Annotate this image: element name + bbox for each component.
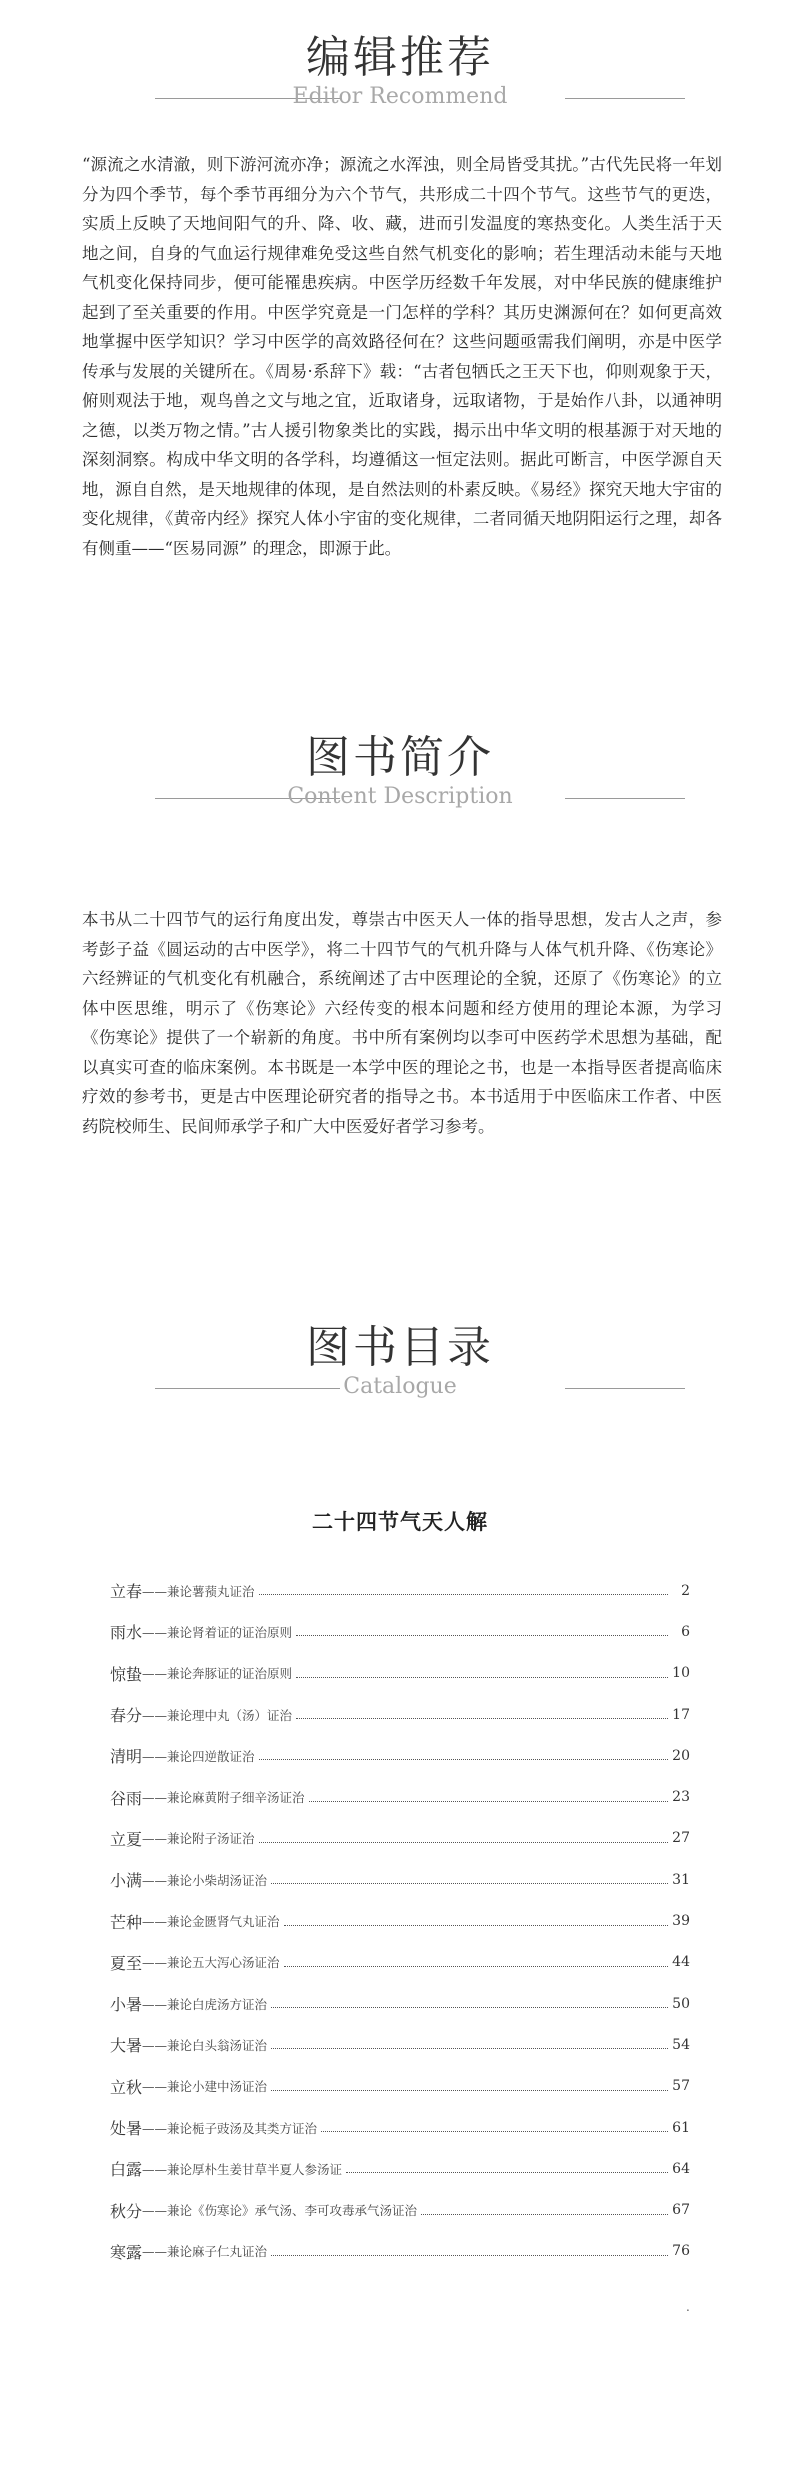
toc-term: 雨水 (110, 1623, 143, 1643)
toc-leader-dots (421, 2214, 668, 2215)
toc-subtitle: ——兼论四逆散证治 (142, 1748, 255, 1764)
book-title: 二十四节气天人解 (312, 1509, 488, 1534)
toc-subtitle: ——兼论奔豚证的证治原则 (142, 1666, 293, 1682)
toc-entry (110, 1859, 690, 1900)
toc-leader-dots (271, 2048, 668, 2049)
content-description-text: 本书从二十四节气的运行角度出发，尊崇古中医天人一体的指导思想，发古人之声，参考彭子益《圆运动的古中医学》，将二十四节气的气机升降与人体气机升降、《伤寒论》六经辨证的气机变化有机融合，系统阐述了古中医理论的全貌，还原了《伤寒论》的立体中医思维，明示了《伤寒论》六经传变的根本问题和经方使用的理论本源，为学习《伤寒论》提供了一个崭新的角度。书中所有案例均以李可中医药学术思想为基础，配以真实可查的临床案例。本书既是一本学中医的理论之书，也是一本指导医者提高临床疗效的参考书，更是古中医理论研究者的指导之书。本书适用于中医临床工作者、中医药院校师生、民间师承学子和广大中医爱好者学习参考。 (82, 910, 722, 1136)
toc-page-number: 10 (672, 1665, 690, 1682)
toc-subtitle: ——兼论薯蓣丸证治 (142, 1583, 255, 1599)
toc-page-number: 64 (672, 2160, 690, 2177)
toc-subtitle: ——兼论栀子豉汤及其类方证治 (142, 2120, 318, 2136)
toc-leader-dots (284, 1925, 668, 1926)
toc-leader-dots (271, 2090, 668, 2091)
toc-page-number: 2 (681, 1582, 690, 1599)
toc-leader-dots (309, 1801, 668, 1802)
toc-page-number: 61 (672, 2119, 690, 2136)
toc-term: 立春 (110, 1582, 143, 1602)
toc-entry (110, 2189, 690, 2230)
toc-subtitle: ——兼论附子汤证治 (142, 1831, 255, 1847)
toc-page-number: 20 (672, 1747, 690, 1764)
toc-page-number: 6 (681, 1623, 690, 1640)
toc-entry (110, 1735, 690, 1776)
toc-term: 小暑 (110, 1995, 143, 2015)
toc-leader-dots (271, 1883, 668, 1884)
divider-line (565, 1388, 685, 1389)
toc-term: 立秋 (110, 2077, 143, 2097)
toc-term: 寒露 (110, 2242, 143, 2262)
toc-term: 大暑 (110, 2036, 143, 2056)
toc-entry (110, 2231, 690, 2272)
toc-entry (110, 1776, 690, 1817)
toc-leader-dots (321, 2131, 668, 2132)
toc-leader-dots (296, 1677, 668, 1678)
editor-recommend-header (0, 28, 800, 128)
toc-term: 白露 (110, 2160, 143, 2180)
toc-term: 惊蛰 (110, 1664, 143, 1684)
section-title-cn: 图书目录 (306, 1322, 494, 1373)
toc-entry (110, 1983, 690, 2024)
toc-subtitle: ——兼论肾着证的证治原则 (142, 1624, 293, 1640)
toc-leader-dots (259, 1842, 668, 1843)
toc-subtitle: ——兼论小柴胡汤证治 (142, 1872, 268, 1888)
toc-term: 立夏 (110, 1829, 143, 1849)
toc-page-number: 44 (672, 1954, 690, 1971)
toc-leader-dots (259, 1759, 668, 1760)
toc-subtitle: ——兼论理中丸（汤）证治 (142, 1707, 293, 1723)
toc-entry (110, 1694, 690, 1735)
content-description-header (0, 728, 800, 828)
toc-page-number: 27 (672, 1830, 690, 1847)
section-title-en: Editor Recommend (292, 84, 508, 109)
toc-page-number: 39 (672, 1913, 690, 1930)
editor-recommend-text: “源流之水清澈，则下游河流亦净；源流之水浑浊，则全局皆受其扰。”古代先民将一年划分为四个季节，每个季节再细分为六个节气，共形成二十四个节气。这些节气的更迭，实质上反映了天地间阳气的升、降、收、藏，进而引发温度的寒热变化。人类生活于天地之间，自身的气血运行规律难免受这些自然气机变化的影响；若生理活动未能与天地气机变化保持同步，便可能罹患疾病。中医学历经数千年发展，对中华民族的健康维护起到了至关重要的作用。中医学究竟是一门怎样的学科？其历史渊源何在？如何更高效地掌握中医学知识？学习中医学的高效路径何在？这些问题亟需我们阐明，亦是中医学传承与发展的关键所在。《周易·系辞下》载：“古者包牺氏之王天下也，仰则观象于天，俯则观法于地，观鸟兽之文与地之宜，近取诸身，远取诸物，于是始作八卦，以通神明之德，以类万物之情。”古人援引物象类比的实践，揭示出中华文明的根基源于对天地的深刻洞察。构成中华文明的各学科，均遵循这一恒定法则。据此可断言，中医学源自天地，源自自然，是天地规律的体现，是自然法则的朴素反映。《易经》探究天地大宇宙的变化规律，《黄帝内经》探究人体小宇宙的变化规律，二者同循天地阴阳运行之理，却各有侧重——“医易同源” 的理念，即源于此。 (82, 155, 722, 558)
catalogue-header (0, 1318, 800, 1418)
toc-subtitle: ——兼论白虎汤方证治 (142, 1996, 268, 2012)
toc-entry (110, 1653, 690, 1694)
toc-term: 芒种 (110, 1912, 143, 1932)
toc-term: 夏至 (110, 1953, 143, 1973)
toc-entry (110, 1818, 690, 1859)
divider-line (565, 798, 685, 799)
toc-entry (110, 2107, 690, 2148)
toc-subtitle: ——兼论金匮肾气丸证治 (142, 1914, 280, 1930)
toc-subtitle: ——兼论白头翁汤证治 (142, 2037, 268, 2053)
toc-page-number: 57 (672, 2078, 690, 2095)
toc-page-number: 67 (672, 2202, 690, 2219)
toc-entry (110, 1900, 690, 1941)
toc-page-number: 31 (672, 1871, 690, 1888)
toc-leader-dots (284, 1966, 668, 1967)
toc-entry (110, 2148, 690, 2189)
toc-entry (110, 2024, 690, 2065)
toc-subtitle: ——兼论麻子仁丸证治 (142, 2244, 268, 2260)
toc-subtitle: ——兼论麻黄附子细辛汤证治 (142, 1790, 305, 1806)
table-of-contents (110, 1570, 690, 2272)
toc-term: 秋分 (110, 2201, 143, 2221)
toc-page-number: 17 (672, 1706, 690, 1723)
toc-term: 谷雨 (110, 1788, 143, 1808)
section-title-cn: 图书简介 (306, 732, 494, 783)
toc-subtitle: ——兼论厚朴生姜甘草半夏人参汤证 (142, 2161, 343, 2177)
toc-term: 春分 (110, 1706, 143, 1726)
toc-page-number: 50 (672, 1995, 690, 2012)
toc-term: 清明 (110, 1747, 143, 1767)
toc-leader-dots (296, 1635, 668, 1636)
toc-page-number: 76 (672, 2243, 690, 2260)
toc-subtitle: ——兼论小建中汤证治 (142, 2079, 268, 2095)
toc-entry (110, 1611, 690, 1652)
toc-leader-dots (271, 2007, 668, 2008)
section-title-en: Content Description (287, 784, 513, 809)
toc-leader-dots (259, 1594, 668, 1595)
toc-leader-dots (346, 2172, 668, 2173)
toc-entry (110, 1570, 690, 1611)
toc-entry (110, 1942, 690, 1983)
toc-term: 小满 (110, 1871, 143, 1891)
toc-leader-dots (271, 2255, 668, 2256)
end-mark: . (686, 2300, 690, 2314)
toc-entry (110, 2066, 690, 2107)
toc-subtitle: ——兼论五大泻心汤证治 (142, 1955, 280, 1971)
divider-line (565, 98, 685, 99)
toc-page-number: 54 (672, 2036, 690, 2053)
toc-page-number: 23 (672, 1789, 690, 1806)
toc-subtitle: ——兼论《伤寒论》承气汤、李可攻毒承气汤证治 (142, 2203, 418, 2219)
section-title-cn: 编辑推荐 (306, 32, 494, 83)
toc-leader-dots (296, 1718, 668, 1719)
section-title-en: Catalogue (343, 1374, 457, 1399)
toc-term: 处暑 (110, 2119, 143, 2138)
